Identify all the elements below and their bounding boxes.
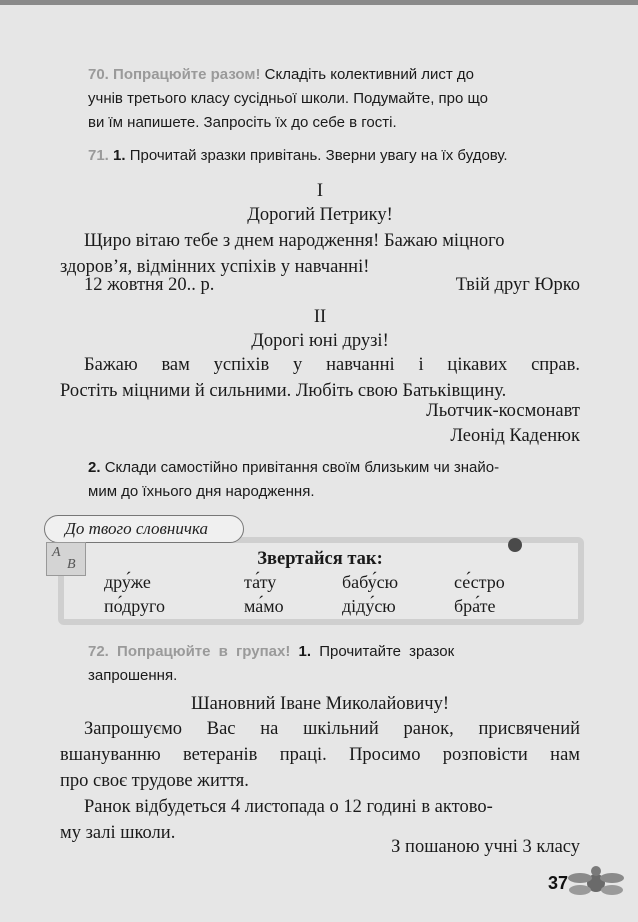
- dictionary-word: бра́те: [454, 596, 496, 616]
- sample-2-roman: II: [313, 307, 327, 327]
- invitation-signature: З пошаною учні 3 класу: [391, 837, 580, 857]
- exercise-70: [88, 63, 580, 135]
- exercise-72: 72. Попрацюйте в групах! 1. Прочитайте зразок запрошення.: [88, 643, 455, 684]
- sample-1-signature: Твій друг Юрко: [455, 275, 580, 295]
- exercise-70-line-2: учнів третього класу сусідньої школи. Подумайте, про що: [88, 90, 489, 107]
- dictionary-heading: Звертайся так:: [257, 549, 383, 569]
- dictionary-row-1: [104, 570, 514, 594]
- exercise-number: 70.: [88, 66, 109, 83]
- exercise-highlight: Попрацюйте в групах!: [117, 643, 291, 660]
- dictionary-word: дру́же: [104, 572, 151, 592]
- dictionary-tab: До твого словничка: [44, 515, 244, 543]
- dictionary-word: та́ту: [244, 572, 277, 592]
- sample-1-greeting: Дорогий Петрику!: [247, 205, 393, 225]
- sample-1-roman: I: [316, 181, 324, 201]
- dictionary-word: се́стро: [454, 572, 505, 592]
- sample-1-footer: [84, 272, 580, 298]
- exercise-number: 71.: [88, 147, 109, 164]
- task-number: 1.: [298, 643, 312, 660]
- exercise-70-line-3: ви їм напишете. Запросіть їх до себе в гості.: [88, 114, 397, 131]
- dictionary-word: ма́мо: [244, 596, 284, 616]
- page-number: 37: [548, 873, 569, 893]
- dictionary-row-2: [104, 594, 514, 618]
- sample-2-body: Бажаю вам успіхів у навчанні і цікавих справ. Ростіть міцними й сильними. Любіть свою Батьківщину.: [60, 355, 580, 401]
- exercise-70-line-1: 70. Попрацюйте разом! Складіть колективний лист до: [88, 66, 475, 83]
- sample-2-greeting: Дорогі юні друзі!: [251, 331, 389, 351]
- task-number: 1.: [113, 147, 126, 164]
- dictionary-word: по́друго: [104, 596, 165, 616]
- exercise-number: 72.: [88, 643, 109, 660]
- dictionary-word: бабу́сю: [342, 572, 399, 592]
- exercise-71-task-2: 2. Склади самостійно привітання своїм близьким чи знайо- мим до їхнього дня народження.: [88, 459, 500, 500]
- exercise-highlight: Попрацюйте разом!: [113, 66, 261, 83]
- sample-2-signature-title: Льотчик-космонавт: [426, 401, 580, 421]
- sample-1-body: Щиро вітаю тебе з днем народження! Бажаю міцного здоров’я, відмінних успіхів у навчанні!: [60, 231, 505, 277]
- invitation-body: Запрошуємо Вас на шкільний ранок, присвячений вшануванню ветеранів праці. Просимо розповісти нам про своє трудове життя. Ранок відбудеться 4 листопада о 12 годині в актово- му залі школи.: [60, 719, 580, 843]
- decorative-flower-icon: [566, 866, 626, 900]
- sample-2-signature-name: Леонід Каденюк: [450, 426, 580, 446]
- sample-1-date: 12 жовтня 20.. р.: [84, 275, 215, 295]
- exercise-71-task-1: [88, 144, 588, 168]
- dictionary-book-icon: A B: [46, 542, 86, 576]
- task-number: 2.: [88, 459, 101, 476]
- invitation-greeting: Шановний Іване Миколайовичу!: [190, 694, 450, 714]
- task-text: Прочитай зразки привітань. Зверни увагу на їх будову.: [129, 147, 508, 164]
- dictionary-word: діду́сю: [342, 596, 396, 616]
